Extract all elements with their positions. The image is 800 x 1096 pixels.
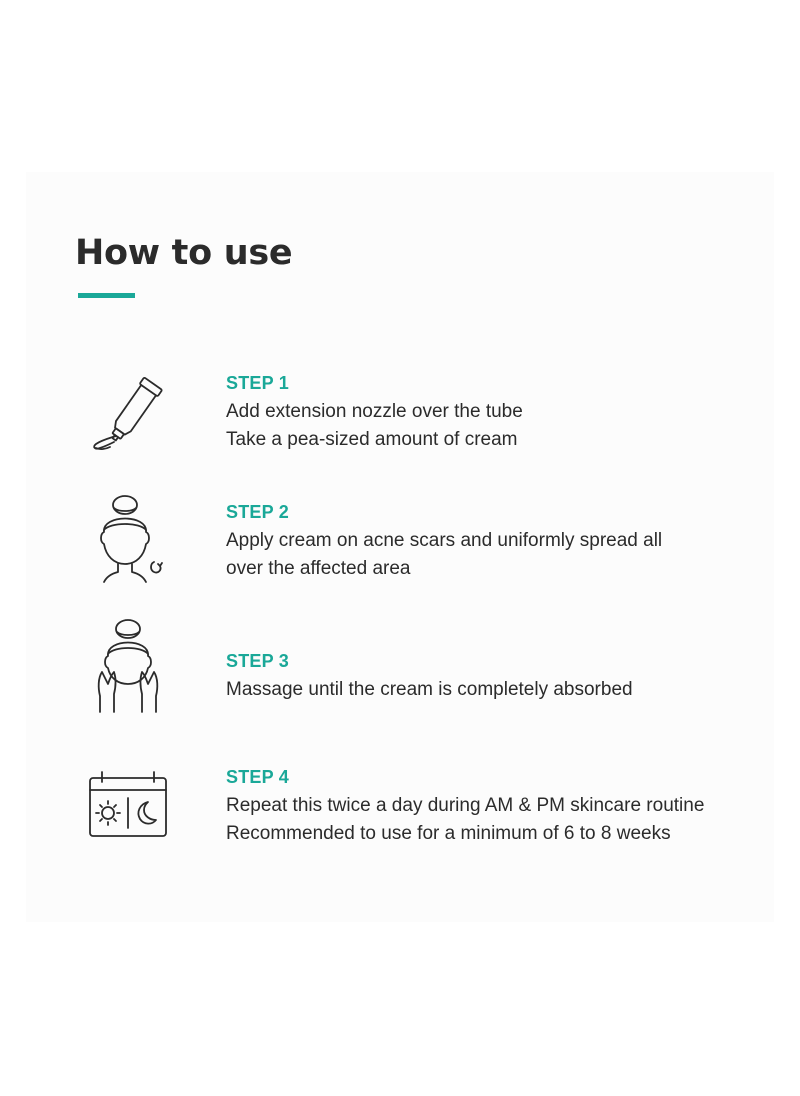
- step-instruction: over the affected area: [226, 558, 411, 579]
- step-label: STEP 1: [226, 373, 289, 393]
- step-instruction: Apply cream on acne scars and uniformly spread all: [226, 530, 663, 551]
- title-underline: [78, 293, 135, 298]
- step-instruction: Massage until the cream is completely absorbed: [226, 679, 633, 700]
- face-apply-icon: [80, 490, 180, 590]
- step-instruction: Repeat this twice a day during AM & PM skincare routine: [226, 795, 705, 816]
- face-massage-icon: [80, 616, 180, 716]
- step-instruction: Recommended to use for a minimum of 6 to 8 weeks: [226, 823, 671, 844]
- step-label: STEP 4: [226, 767, 289, 787]
- page-title: How to use: [75, 233, 293, 273]
- cream-tube-icon: [80, 370, 180, 470]
- step-instruction: Add extension nozzle over the tube: [226, 401, 523, 422]
- step-instruction: Take a pea-sized amount of cream: [226, 429, 518, 450]
- calendar-day-night-icon: [80, 764, 180, 864]
- step-label: STEP 2: [226, 502, 289, 522]
- step-label: STEP 3: [226, 651, 289, 671]
